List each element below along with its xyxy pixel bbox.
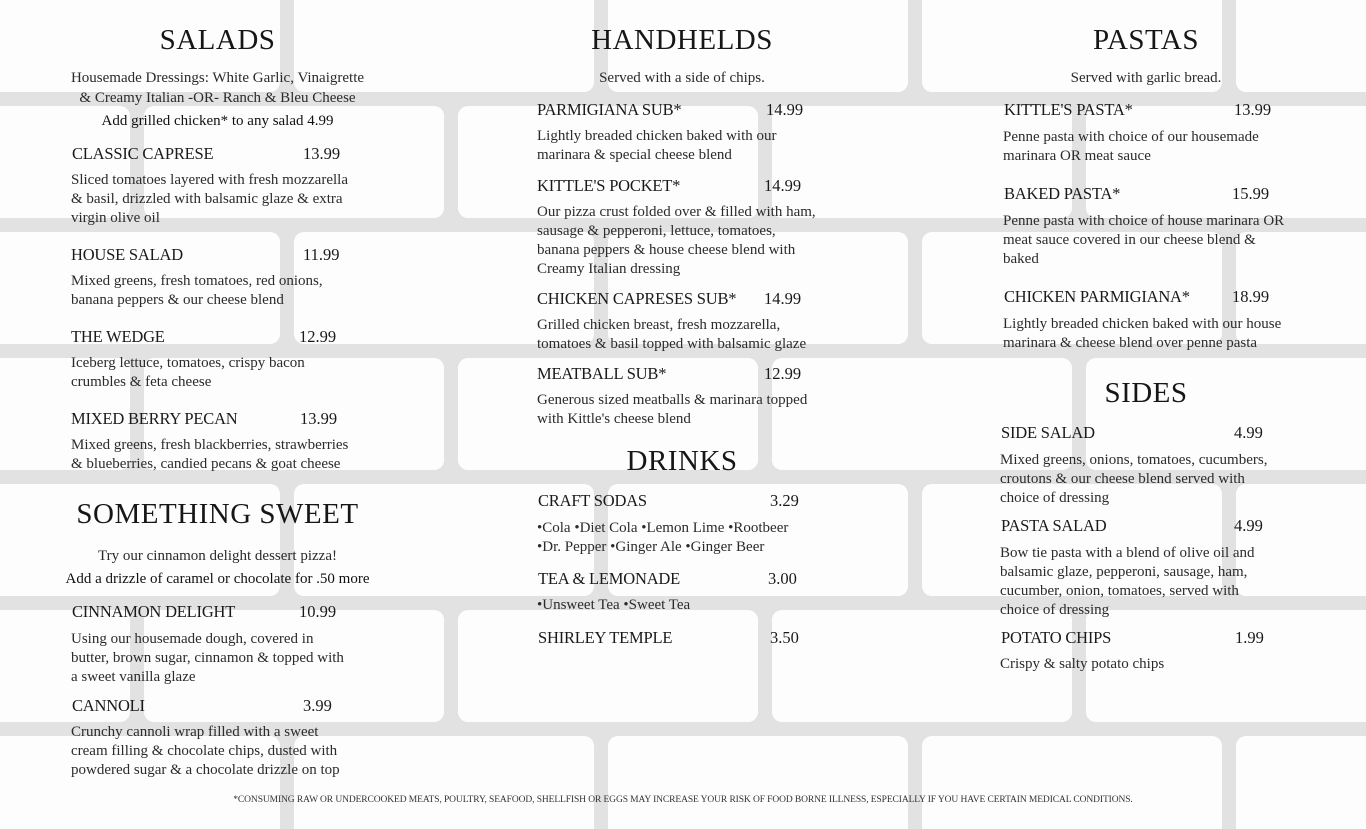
section-title-sides: SIDES <box>1104 377 1188 409</box>
item-name: PARMIGIANA SUB* <box>537 100 682 119</box>
item-description: Using our housemade dough, covered in butter, brown sugar, cinnamon & topped with a sweet vanilla glaze <box>71 631 344 685</box>
item-name: CHICKEN PARMIGIANA* <box>1004 287 1190 306</box>
sweet-drizzle-note: Add a drizzle of caramel or chocolate for .50 more <box>65 571 370 587</box>
item-name: THE WEDGE <box>71 327 165 346</box>
item-name: HOUSE SALAD <box>71 245 183 264</box>
section-title-drinks: DRINKS <box>626 445 738 477</box>
item-name: CANNOLI <box>72 696 145 715</box>
item-description: Grilled chicken breast, fresh mozzarella, tomatoes & basil topped with balsamic glaze <box>537 317 807 352</box>
item-price: 12.99 <box>764 364 802 383</box>
item-description: Sliced tomatoes layered with fresh mozzarella & basil, drizzled with balsamic glaze & extra virgin olive oil <box>71 172 348 226</box>
sweet-intro: Try our cinnamon delight dessert pizza! <box>98 548 337 564</box>
item-name: BAKED PASTA* <box>1004 184 1121 203</box>
item-price: 14.99 <box>764 289 802 308</box>
item-description: Generous sized meatballs & marinara topped with Kittle's cheese blend <box>537 392 808 427</box>
item-price: 1.99 <box>1235 628 1264 647</box>
section-title-salads: SALADS <box>159 24 276 56</box>
item-name: TEA & LEMONADE <box>538 569 681 588</box>
item-price: 4.99 <box>1234 516 1263 535</box>
section-title-handhelds: HANDHELDS <box>591 24 773 56</box>
item-name: CLASSIC CAPRESE <box>72 144 214 163</box>
item-description: Iceberg lettuce, tomatoes, crispy bacon crumbles & feta cheese <box>71 355 305 390</box>
item-description: Mixed greens, fresh blackberries, strawberries & blueberries, candied pecans & goat cheese <box>71 437 349 472</box>
item-name: SHIRLEY TEMPLE <box>538 628 673 647</box>
item-name: MIXED BERRY PECAN <box>71 409 238 428</box>
item-description: Penne pasta with choice of our housemade marinara OR meat sauce <box>1003 129 1259 164</box>
item-name: CRAFT SODAS <box>538 491 647 510</box>
item-description: Lightly breaded chicken baked with our marinara & special cheese blend <box>537 128 777 163</box>
item-name: KITTLE'S PASTA* <box>1004 100 1133 119</box>
item-price: 18.99 <box>1232 287 1270 306</box>
item-price: 14.99 <box>766 100 804 119</box>
item-description: Crispy & salty potato chips <box>1000 656 1165 672</box>
item-description: Penne pasta with choice of house marinara OR meat sauce covered in our cheese blend & baked <box>1003 213 1285 267</box>
item-description: Mixed greens, onions, tomatoes, cucumbers, croutons & our cheese blend served with choice of dressing <box>1000 452 1268 506</box>
handhelds-intro: Served with a side of chips. <box>599 70 765 86</box>
item-name: PASTA SALAD <box>1001 516 1107 535</box>
salads-dressings-line-1: Housemade Dressings: White Garlic, Vinaigrette <box>70 70 365 86</box>
item-description: Crunchy cannoli wrap filled with a sweet cream filling & chocolate chips, dusted with powdered sugar & a chocolate drizzle on top <box>71 724 340 778</box>
section-title-something-sweet: SOMETHING SWEET <box>76 498 359 530</box>
item-price: 3.29 <box>770 491 799 510</box>
item-price: 15.99 <box>1232 184 1270 203</box>
item-name: CINNAMON DELIGHT <box>72 602 236 621</box>
item-name: CHICKEN CAPRESES SUB* <box>537 289 737 308</box>
item-description: Lightly breaded chicken baked with our house marinara & cheese blend over penne pasta <box>1003 316 1282 351</box>
item-description: Mixed greens, fresh tomatoes, red onions, banana peppers & our cheese blend <box>71 273 323 308</box>
item-name: POTATO CHIPS <box>1001 628 1112 647</box>
item-name: KITTLE'S POCKET* <box>537 176 681 195</box>
item-description: Bow tie pasta with a blend of olive oil and balsamic glaze, pepperoni, sausage, ham, cucumber, onion, tomatoes, served with choice of dressing <box>1000 545 1255 618</box>
item-price: 11.99 <box>303 245 340 264</box>
item-price: 13.99 <box>303 144 341 163</box>
item-price: 3.00 <box>768 569 797 588</box>
item-price: 4.99 <box>1234 423 1263 442</box>
food-safety-disclaimer: *CONSUMING RAW OR UNDERCOOKED MEATS, POULTRY, SEAFOOD, SHELLFISH OR EGGS MAY INCREASE YOUR RISK OF FOOD BORNE ILLNESS, ESPECIALLY IF YOU HAVE CERTAIN MEDICAL CONDITIONS. <box>233 795 1133 805</box>
item-description: •Unsweet Tea •Sweet Tea <box>537 597 691 613</box>
salads-dressings-line-2: & Creamy Italian -OR- Ranch & Bleu Cheese <box>79 90 356 106</box>
item-price: 3.50 <box>770 628 799 647</box>
item-name: MEATBALL SUB* <box>537 364 667 383</box>
item-price: 13.99 <box>300 409 338 428</box>
section-title-pastas: PASTAS <box>1092 24 1199 56</box>
salads-chicken-note: Add grilled chicken* to any salad 4.99 <box>101 113 334 129</box>
item-name: SIDE SALAD <box>1001 423 1095 442</box>
item-price: 3.99 <box>303 696 332 715</box>
item-price: 12.99 <box>299 327 337 346</box>
item-description: Our pizza crust folded over & filled with ham, sausage & pepperoni, lettuce, tomatoes, banana peppers & house cheese blend with Creamy Italian dressing <box>537 204 816 277</box>
pastas-intro: Served with garlic bread. <box>1070 70 1222 86</box>
item-description: •Cola •Diet Cola •Lemon Lime •Rootbeer •Dr. Pepper •Ginger Ale •Ginger Beer <box>537 520 789 555</box>
item-price: 10.99 <box>299 602 337 621</box>
item-price: 13.99 <box>1234 100 1272 119</box>
item-price: 14.99 <box>764 176 802 195</box>
